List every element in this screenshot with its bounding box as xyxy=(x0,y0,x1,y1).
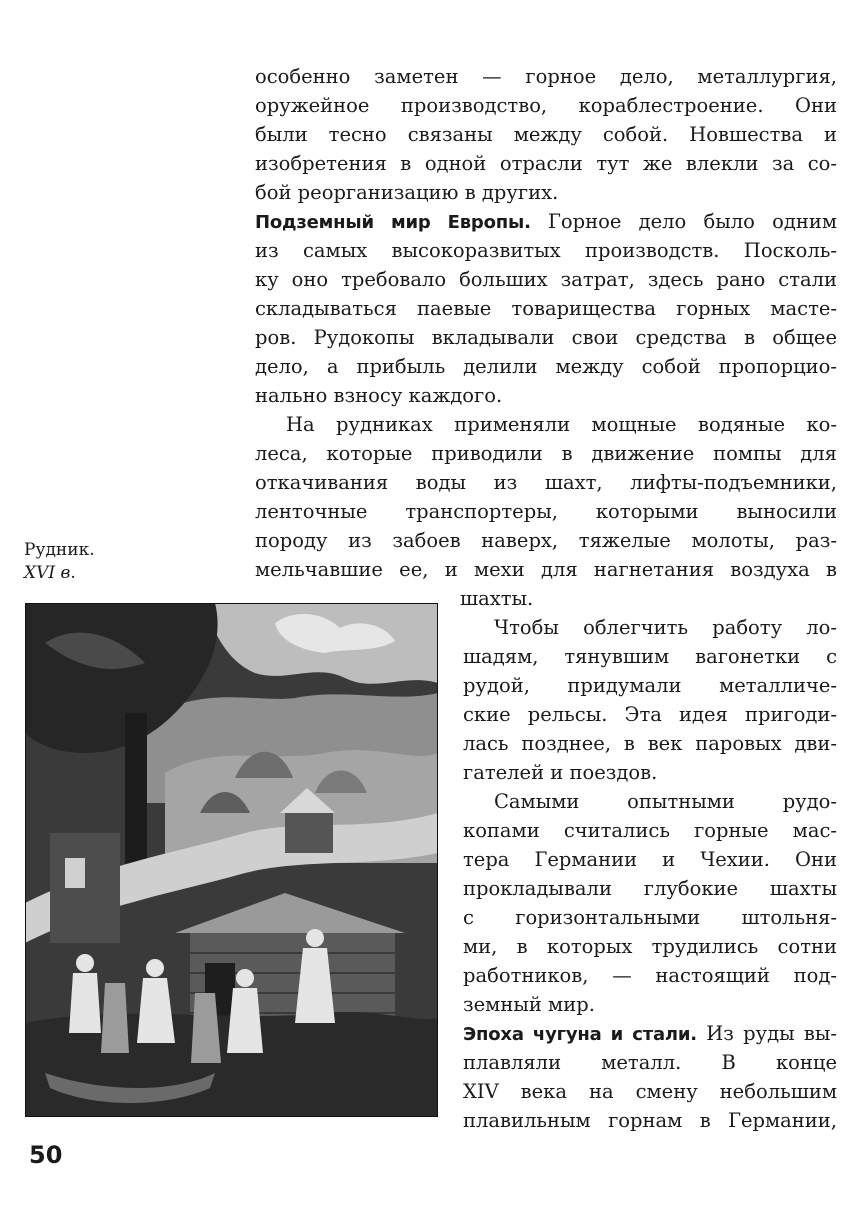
body-line: бой реорганизацию в других. xyxy=(255,181,559,204)
body-line: из самых высокоразвитых производств. Посколь- xyxy=(255,239,837,262)
body-line: гателей и поездов. xyxy=(463,761,658,784)
body-line: были тесно связаны между собой. Новшества и xyxy=(255,123,837,146)
body-line: Из руды вы- xyxy=(696,1022,837,1045)
body-line: с горизонтальными штольня- xyxy=(463,906,837,929)
section-heading-line xyxy=(255,207,837,236)
mine-illustration-drawing xyxy=(25,603,438,1117)
body-line: оружейное производство, кораблестроение. Они xyxy=(255,94,837,117)
body-line: шахты. xyxy=(460,587,534,610)
body-line: леса, которые приводили в движение помпы для xyxy=(255,442,837,465)
mine-illustration xyxy=(25,603,438,1117)
body-line: нально взносу каждого. xyxy=(255,384,503,407)
body-line: На рудниках применяли мощные водяные ко- xyxy=(286,413,837,436)
body-line: работников, — настоящий под- xyxy=(463,964,837,987)
body-line: плавильным горнам в Германии, xyxy=(463,1109,837,1132)
body-line: прокладывали глубокие шахты xyxy=(463,877,837,900)
body-line: шадям, тянувшим вагонетки с xyxy=(463,645,837,668)
body-line: дело, а прибыль делили между собой пропорцио- xyxy=(255,355,837,378)
body-line: мельчавшие ее, и мехи для нагнетания воздуха в xyxy=(255,558,837,581)
body-line: особенно заметен — горное дело, металлургия, xyxy=(255,65,837,88)
body-line: складываться паевые товарищества горных масте- xyxy=(255,297,837,320)
page-number: 50 xyxy=(29,1141,63,1169)
body-line: ленточные транспортеры, которыми выносили xyxy=(255,500,837,523)
body-line: Горное дело было одним xyxy=(530,210,837,233)
body-line: копами считались горные мас- xyxy=(463,819,837,842)
body-line: ку оно требовало больших затрат, здесь рано стали xyxy=(255,268,837,291)
body-line: тера Германии и Чехии. Они xyxy=(463,848,837,871)
body-line: земный мир. xyxy=(463,993,595,1016)
body-line: ми, в которых трудились сотни xyxy=(463,935,837,958)
body-line: Чтобы облегчить работу ло- xyxy=(494,616,837,639)
body-line: породу из забоев наверх, тяжелые молоты, раз- xyxy=(255,529,837,552)
body-line: изобретения в одной отрасли тут же влекли за со- xyxy=(255,152,837,175)
body-line: откачивания воды из шахт, лифты-подъемники, xyxy=(255,471,837,494)
body-line: ские рельсы. Эта идея пригоди- xyxy=(463,703,837,726)
body-line: ров. Рудокопы вкладывали свои средства в общее xyxy=(255,326,837,349)
figure-caption-date: XVI в. xyxy=(24,563,76,583)
body-line: рудой, придумали металличе- xyxy=(463,674,837,697)
section-heading: Подземный мир Европы. xyxy=(255,212,531,233)
section-heading-line xyxy=(463,1019,837,1048)
section-heading: Эпоха чугуна и стали. xyxy=(463,1024,697,1045)
body-line: лась позднее, в век паровых дви- xyxy=(463,732,837,755)
body-line: XIV века на смену небольшим xyxy=(463,1080,837,1103)
body-line: плавляли металл. В конце xyxy=(463,1051,837,1074)
body-line: Самыми опытными рудо- xyxy=(494,790,837,813)
figure-caption-title: Рудник. xyxy=(24,540,95,560)
